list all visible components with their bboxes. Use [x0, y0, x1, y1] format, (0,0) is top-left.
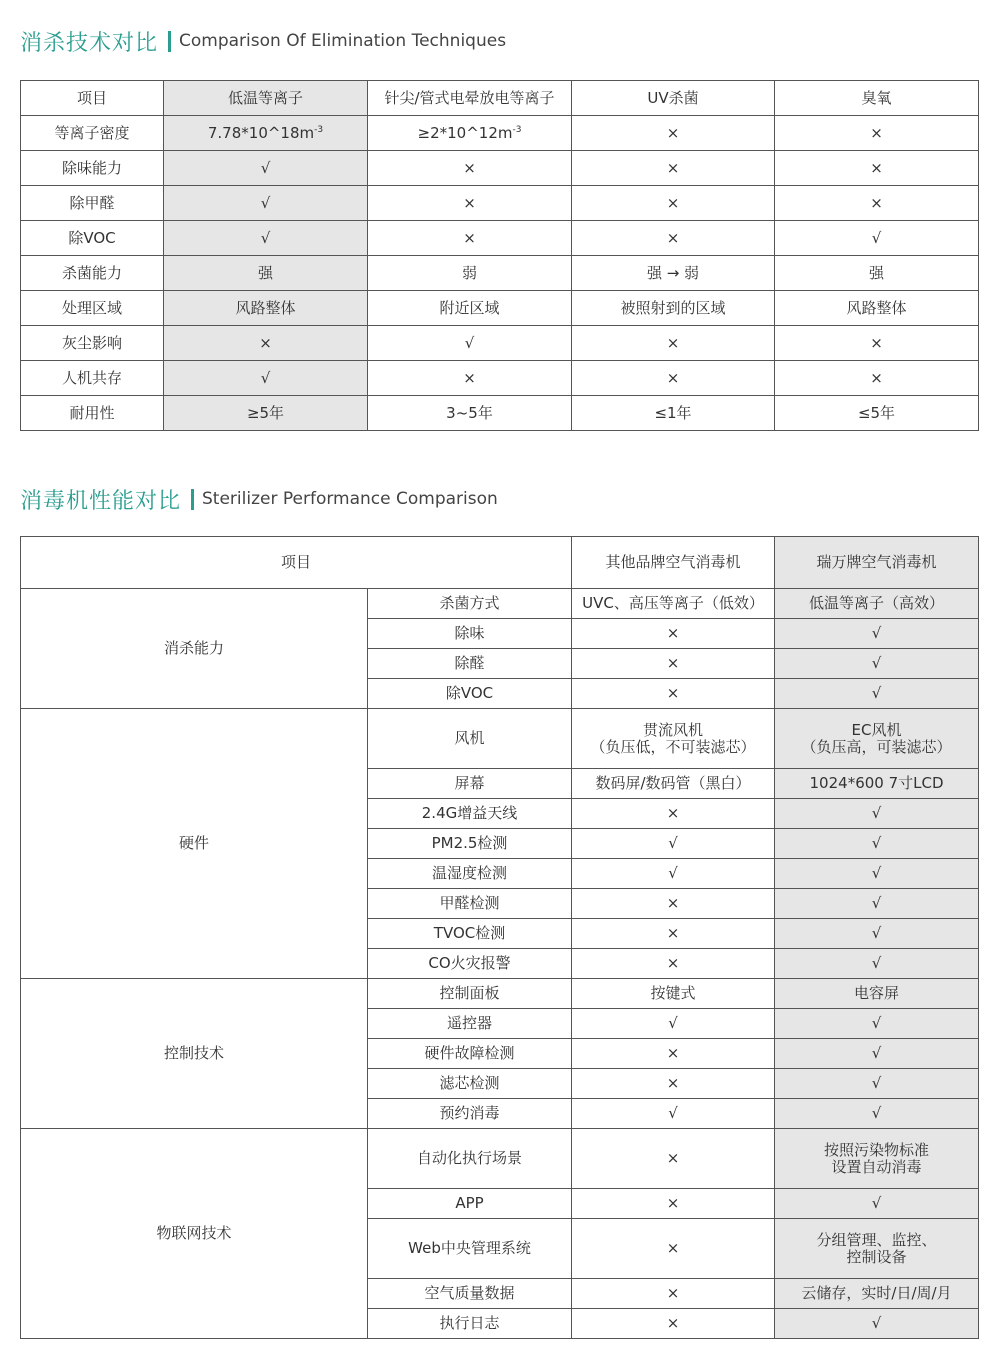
table-cell: × — [572, 151, 775, 186]
row-label: 除甲醛 — [21, 186, 164, 221]
other-brand-cell: √ — [572, 1009, 775, 1039]
ruiwan-cell: √ — [775, 1069, 979, 1099]
row-label: 控制面板 — [368, 979, 572, 1009]
table-row — [21, 396, 979, 431]
ruiwan-cell: √ — [775, 1039, 979, 1069]
table-header-row — [21, 537, 979, 589]
table-row — [21, 709, 979, 769]
cell-line: 贯流风机 — [643, 720, 704, 739]
density-value: ≥2*10^12m — [417, 123, 513, 142]
row-label: 风机 — [368, 709, 572, 769]
title-divider-bar — [168, 31, 171, 52]
row-label: 执行日志 — [368, 1309, 572, 1339]
table-cell: ≥5年 — [164, 396, 368, 431]
row-label: 屏幕 — [368, 769, 572, 799]
other-brand-cell: × — [572, 679, 775, 709]
table-row — [21, 116, 979, 151]
table-row — [21, 979, 979, 1009]
title-divider-bar — [191, 489, 194, 510]
table-cell: √ — [368, 326, 572, 361]
table-cell: × — [164, 326, 368, 361]
other-brand-cell: 数码屏/数码管（黑白） — [572, 769, 775, 799]
table-cell: × — [368, 361, 572, 396]
row-label: 除味能力 — [21, 151, 164, 186]
other-brand-cell: × — [572, 1069, 775, 1099]
density-value: 7.78*10^18m — [207, 123, 315, 142]
table-row — [21, 221, 979, 256]
sterilizer-performance-table — [20, 536, 979, 1339]
group-label: 控制技术 — [21, 979, 368, 1129]
other-brand-cell: 按键式 — [572, 979, 775, 1009]
row-label: 空气质量数据 — [368, 1279, 572, 1309]
section1-title-zh: 消杀技术对比 — [20, 30, 159, 56]
row-label: 杀菌方式 — [368, 589, 572, 619]
cell-line: 按照污染物标准 — [824, 1140, 930, 1159]
table-cell: √ — [164, 151, 368, 186]
ruiwan-cell: √ — [775, 619, 979, 649]
row-label: PM2.5检测 — [368, 829, 572, 859]
section2-title-en: Sterilizer Performance Comparison — [202, 489, 498, 509]
row-label: APP — [368, 1189, 572, 1219]
table-cell: 风路整体 — [775, 291, 979, 326]
header-cell: 针尖/管式电晕放电等离子 — [368, 81, 572, 116]
elimination-comparison-table — [20, 80, 979, 431]
table-cell: × — [368, 221, 572, 256]
header-cell: 项目 — [21, 537, 572, 589]
row-label: 杀菌能力 — [21, 256, 164, 291]
table-cell: × — [572, 361, 775, 396]
table-cell: × — [775, 326, 979, 361]
table-cell: × — [368, 151, 572, 186]
ruiwan-cell: √ — [775, 649, 979, 679]
group-label: 消杀能力 — [21, 589, 368, 709]
other-brand-cell: × — [572, 889, 775, 919]
table-cell: ≤1年 — [572, 396, 775, 431]
row-label: 2.4G增益天线 — [368, 799, 572, 829]
row-label: 除味 — [368, 619, 572, 649]
ruiwan-cell: 1024*600 7寸LCD — [775, 769, 979, 799]
ruiwan-cell: √ — [775, 1099, 979, 1129]
ruiwan-cell: √ — [775, 799, 979, 829]
row-label: Web中央管理系统 — [368, 1219, 572, 1279]
other-brand-cell: × — [572, 649, 775, 679]
row-label: 除VOC — [21, 221, 164, 256]
row-label: 温湿度检测 — [368, 859, 572, 889]
table-cell: × — [572, 221, 775, 256]
ruiwan-cell: √ — [775, 1309, 979, 1339]
table-cell: √ — [164, 221, 368, 256]
header-cell: UV杀菌 — [572, 81, 775, 116]
header-cell: 臭氧 — [775, 81, 979, 116]
table-cell: 强 — [164, 256, 368, 291]
other-brand-cell: × — [572, 1189, 775, 1219]
table-cell: 被照射到的区域 — [572, 291, 775, 326]
ruiwan-cell: 电容屏 — [775, 979, 979, 1009]
header-cell: 瑞万牌空气消毒机 — [775, 537, 979, 589]
ruiwan-cell — [775, 1129, 979, 1189]
cell-line: （负压高，可装滤芯） — [801, 737, 952, 756]
table-cell: 强 → 弱 — [572, 256, 775, 291]
table-row — [21, 1129, 979, 1189]
cell-line: 分组管理、监控、 — [816, 1230, 937, 1249]
table-row — [21, 326, 979, 361]
row-label: 自动化执行场景 — [368, 1129, 572, 1189]
table-cell: × — [775, 361, 979, 396]
row-label: CO火灾报警 — [368, 949, 572, 979]
row-label: 滤芯检测 — [368, 1069, 572, 1099]
other-brand-cell: √ — [572, 829, 775, 859]
table-cell — [164, 116, 368, 151]
table-cell: × — [775, 151, 979, 186]
other-brand-cell: √ — [572, 1099, 775, 1129]
other-brand-cell: × — [572, 1129, 775, 1189]
section1-title-en: Comparison Of Elimination Techniques — [179, 31, 507, 51]
table-cell: 附近区域 — [368, 291, 572, 326]
cell-line: 设置自动消毒 — [831, 1157, 922, 1176]
table-row — [21, 291, 979, 326]
row-label: 遥控器 — [368, 1009, 572, 1039]
table-row — [21, 151, 979, 186]
header-cell: 其他品牌空气消毒机 — [572, 537, 775, 589]
row-label: 除VOC — [368, 679, 572, 709]
table-cell: 弱 — [368, 256, 572, 291]
ruiwan-cell: √ — [775, 1189, 979, 1219]
other-brand-cell — [572, 709, 775, 769]
table-cell: × — [775, 116, 979, 151]
ruiwan-cell — [775, 1219, 979, 1279]
row-label: 处理区域 — [21, 291, 164, 326]
header-cell: 项目 — [21, 81, 164, 116]
table-row — [21, 361, 979, 396]
table-cell: √ — [164, 361, 368, 396]
cell-line: 控制设备 — [846, 1247, 907, 1266]
table-row — [21, 186, 979, 221]
row-label: 预约消毒 — [368, 1099, 572, 1129]
other-brand-cell: × — [572, 619, 775, 649]
section2-title — [20, 482, 498, 516]
ruiwan-cell: √ — [775, 919, 979, 949]
ruiwan-cell: √ — [775, 679, 979, 709]
table-cell: √ — [164, 186, 368, 221]
row-label: 除醛 — [368, 649, 572, 679]
table-cell: × — [572, 116, 775, 151]
table-cell: × — [775, 186, 979, 221]
section2-title-zh: 消毒机性能对比 — [20, 488, 182, 514]
group-label: 硬件 — [21, 709, 368, 979]
table-row — [21, 256, 979, 291]
row-label: 甲醛检测 — [368, 889, 572, 919]
ruiwan-cell: 低温等离子（高效） — [775, 589, 979, 619]
ruiwan-cell — [775, 709, 979, 769]
other-brand-cell: × — [572, 1219, 775, 1279]
other-brand-cell: UVC、高压等离子（低效） — [572, 589, 775, 619]
other-brand-cell: × — [572, 799, 775, 829]
table-cell: × — [572, 326, 775, 361]
ruiwan-cell: √ — [775, 949, 979, 979]
table-header-row — [21, 81, 979, 116]
other-brand-cell: × — [572, 1309, 775, 1339]
row-label: 等离子密度 — [21, 116, 164, 151]
table-cell: 强 — [775, 256, 979, 291]
ruiwan-cell: 云储存，实时/日/周/月 — [775, 1279, 979, 1309]
table-cell: √ — [775, 221, 979, 256]
table-row — [21, 589, 979, 619]
table-cell: 3~5年 — [368, 396, 572, 431]
other-brand-cell: × — [572, 949, 775, 979]
table-cell: × — [572, 186, 775, 221]
row-label: 硬件故障检测 — [368, 1039, 572, 1069]
other-brand-cell: √ — [572, 859, 775, 889]
table-cell — [368, 116, 572, 151]
density-exponent: -3 — [512, 124, 522, 135]
row-label: 耐用性 — [21, 396, 164, 431]
group-label: 物联网技术 — [21, 1129, 368, 1339]
ruiwan-cell: √ — [775, 859, 979, 889]
table-cell: ≤5年 — [775, 396, 979, 431]
row-label: 灰尘影响 — [21, 326, 164, 361]
row-label: TVOC检测 — [368, 919, 572, 949]
other-brand-cell: × — [572, 919, 775, 949]
cell-line: （负压低，不可装滤芯） — [590, 737, 756, 756]
density-exponent: -3 — [314, 124, 324, 135]
row-label: 人机共存 — [21, 361, 164, 396]
ruiwan-cell: √ — [775, 889, 979, 919]
cell-line: EC风机 — [851, 720, 902, 739]
other-brand-cell: × — [572, 1039, 775, 1069]
table-cell: 风路整体 — [164, 291, 368, 326]
section1-title — [20, 24, 506, 58]
ruiwan-cell: √ — [775, 829, 979, 859]
table-cell: × — [368, 186, 572, 221]
header-cell: 低温等离子 — [164, 81, 368, 116]
other-brand-cell: × — [572, 1279, 775, 1309]
ruiwan-cell: √ — [775, 1009, 979, 1039]
